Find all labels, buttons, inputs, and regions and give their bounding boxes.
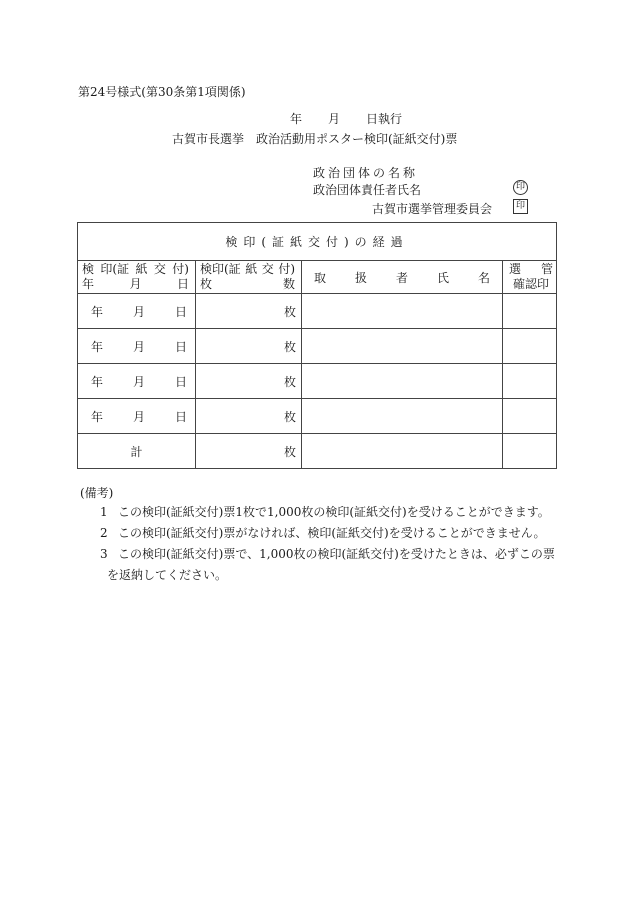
note-item: 1 この検印(証紙交付)票1枚で1,000枚の検印(証紙交付)を受けることができます。 (100, 505, 550, 519)
date-year-label: 年 (290, 112, 303, 126)
count-cell: 枚 (196, 399, 302, 434)
table-row (78, 294, 557, 329)
table-row (78, 399, 557, 434)
count-cell: 枚 (196, 329, 302, 364)
header-stamp-date: 検 印(証 紙 交 付) 年 月 日 (78, 261, 196, 294)
total-label: 計 (78, 434, 196, 469)
execution-date-line (290, 110, 402, 127)
count-cell: 枚 (196, 364, 302, 399)
count-cell: 枚 (196, 294, 302, 329)
committee-label: 古賀市選挙管理委員会 (372, 202, 493, 216)
document-title: 古賀市長選挙 政治活動用ポスター検印(証紙交付)票 (172, 132, 458, 146)
date-cell: 年 月 日 (78, 399, 196, 434)
notes-heading: (備考) (80, 486, 114, 500)
date-cell: 年 月 日 (78, 364, 196, 399)
date-day-label: 日執行 (366, 112, 403, 126)
date-month-label: 月 (328, 112, 341, 126)
table-row (78, 364, 557, 399)
header-committee-seal: 選 管 確認印 (503, 261, 557, 294)
seal-cell (503, 399, 557, 434)
square-seal-mark: 印 (513, 199, 528, 214)
stamp-log-table (77, 222, 557, 469)
table-header-row (78, 261, 557, 294)
table-caption: 検印(証紙交付)の経過 (78, 223, 557, 261)
table-row (78, 329, 557, 364)
date-cell: 年 月 日 (78, 329, 196, 364)
note-item: 2 この検印(証紙交付)票がなければ、検印(証紙交付)を受けることができません。 (100, 526, 546, 540)
seal-cell (503, 294, 557, 329)
handler-cell (302, 329, 503, 364)
note-item: 3 この検印(証紙交付)票で、1,000枚の検印(証紙交付)を受けたときは、必ずこの票 (100, 547, 555, 561)
form-number: 第24号様式(第30条第1項関係) (78, 85, 246, 99)
note-item-continuation: を返納してください。 (107, 568, 228, 582)
handler-cell (302, 434, 503, 469)
org-name-label: 政治団体の名称 (313, 166, 419, 180)
handler-cell (302, 364, 503, 399)
total-count-cell: 枚 (196, 434, 302, 469)
seal-cell (503, 364, 557, 399)
representative-label: 政治団体責任者氏名 (313, 183, 422, 197)
seal-cell (503, 434, 557, 469)
handler-cell (302, 399, 503, 434)
round-seal-mark: 印 (513, 180, 528, 195)
handler-cell (302, 294, 503, 329)
header-stamp-count: 検印(証 紙 交 付) 枚 数 (196, 261, 302, 294)
header-handler-name: 取 扱 者 氏 名 (302, 261, 503, 294)
seal-cell (503, 329, 557, 364)
table-total-row (78, 434, 557, 469)
date-cell: 年 月 日 (78, 294, 196, 329)
